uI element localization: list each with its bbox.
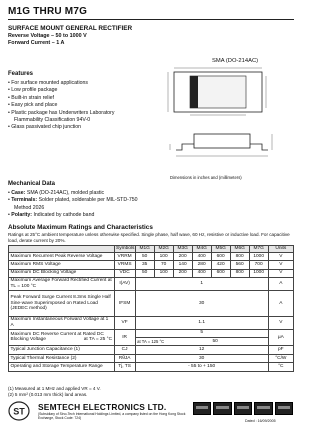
param-cell: Maximum Recurrent Peak Reverse Voltage (9, 252, 115, 260)
product-heading: SURFACE MOUNT GENERAL RECTIFIER (8, 25, 133, 32)
value-cell: 280 (192, 261, 211, 269)
value-cell-merged: 1 (135, 277, 268, 290)
symbol-cell: VRMS (114, 261, 135, 269)
feature-item-continuation: Flammability Classification 94V-0 (14, 117, 91, 124)
value-cell: 700 (249, 261, 268, 269)
feature-item: • Plastic package has Underwriters Laboratory (8, 110, 158, 117)
certification-badge-icon (213, 402, 231, 415)
value-cell: 50 (135, 252, 154, 260)
header-cell: M3G (173, 246, 192, 253)
unit-cell: A (268, 290, 293, 316)
ratings-title: Absolute Maximum Ratings and Characteristics (8, 224, 153, 231)
symbol-cell: IFSM (114, 290, 135, 316)
unit-cell: μA (268, 329, 293, 346)
symbol-cell: VRRM (114, 252, 135, 260)
table-row (9, 346, 294, 354)
company-logo-icon (8, 401, 30, 421)
symbol-cell: RθJA (114, 354, 135, 362)
features-list (8, 80, 158, 132)
feature-item: • Easy pick and place (8, 102, 158, 109)
value-cell: 600 (211, 269, 230, 277)
symbol-cell: CJ (114, 346, 135, 354)
footnotes (8, 386, 101, 397)
value-cell: 1000 (249, 252, 268, 260)
param-cell: Maximum RMS Voltage (9, 261, 115, 269)
mech-case-value: SMA (DO-214AC), molded plastic (26, 190, 105, 196)
company-name: SEMTECH ELECTRONICS LTD. (38, 402, 167, 412)
certification-badge-icon (234, 402, 252, 415)
mech-terminals-value: Solder plated, solderable per MIL-STD-750 (38, 197, 138, 204)
value-cell: 100 (154, 252, 173, 260)
mech-polarity (8, 212, 168, 219)
ratings-note: Ratings at 25°C ambient temperature unless otherwise specified. Single phase, half wave, 60 Hz, resistive or inductive load. For capacitive load, derate current by 20%. (8, 232, 290, 243)
logo-text: ST (13, 406, 25, 417)
title-rule (8, 19, 294, 20)
value-cell-merged: 12 (135, 346, 268, 354)
value-cell: 600 (211, 252, 230, 260)
param-cell (9, 329, 115, 346)
symbol-cell: IR (114, 329, 135, 346)
value-cell: 400 (192, 269, 211, 277)
unit-cell: V (268, 252, 293, 260)
table-row (9, 290, 294, 316)
table-row (9, 269, 294, 277)
dated-label: Dated : 16/09/2005 (245, 419, 276, 423)
value-cell: 50 (135, 269, 154, 277)
header-cell (9, 246, 115, 253)
mech-terminals-label: Terminals: (11, 197, 38, 204)
features-title: Features (8, 71, 34, 77)
value-cell: 800 (230, 269, 249, 277)
unit-cell: °C (268, 363, 293, 371)
header-cell: M5G (211, 246, 230, 253)
table-row (9, 277, 294, 290)
feature-item: • Low profile package (8, 87, 158, 94)
unit-cell: V (268, 269, 293, 277)
value-cell: 420 (211, 261, 230, 269)
value-text: 50 (212, 338, 218, 344)
mech-case-label: Case: (11, 190, 26, 196)
feature-item: • For surface mounted applications (8, 80, 158, 87)
table-row (9, 329, 294, 337)
value-cell-merged: 30 (135, 290, 268, 316)
value-cell-merged (135, 337, 268, 345)
package-caption: Dimensions in inches and (millimeters) (170, 175, 242, 180)
param-cell: Peak Forward Surge Current 8.3ms Single Half Sine-wave Superimposed on Rated Load (JEDEC method) (9, 290, 115, 316)
mech-polarity-value: Indicated by cathode band (33, 212, 95, 219)
param-cell: Maximum Instantaneous Forward Voltage at 1 A (9, 316, 115, 329)
certification-badge-icon (275, 402, 293, 415)
mechanical-list (8, 190, 168, 220)
header-cell: M2G (154, 246, 173, 253)
package-outline-drawing (160, 62, 294, 174)
param-condition: at TA = 125 °C (137, 338, 165, 344)
value-cell: 140 (173, 261, 192, 269)
forward-current-line: Forward Current – 1 A (8, 40, 65, 46)
mech-case (8, 190, 168, 197)
unit-cell: pF (268, 346, 293, 354)
footnote: (2) 5 mm² (0.013 mm thick) land areas. (8, 391, 88, 397)
page-title: M1G THRU M7G (8, 6, 88, 17)
param-cell: Operating and Storage Temperature Range (9, 363, 115, 371)
unit-cell: A (268, 277, 293, 290)
param-cell: Maximum Average Forward Rectified Current at TL = 100 °C (9, 277, 115, 290)
header-cell: M4G (192, 246, 211, 253)
mech-terminals (8, 197, 168, 204)
value-cell: 70 (154, 261, 173, 269)
header-cell: M1G (135, 246, 154, 253)
symbol-cell: Tj, TS (114, 363, 135, 371)
feature-item: • Glass passivated chip junction (8, 124, 158, 131)
param-cell: Maximum DC Blocking Voltage (9, 269, 115, 277)
unit-cell: V (268, 261, 293, 269)
header-cell: M7G (249, 246, 268, 253)
header-cell: M6G (230, 246, 249, 253)
table-row (9, 252, 294, 260)
mech-terminals-cont: Method 2026 (14, 204, 45, 211)
company-subsidiary-note: (Subsidiary of Sino-Tech International Holdings Limited, a company listed on the Hong Kong Stock Exchange, Stock Code: 724) (38, 412, 186, 420)
mechanical-title: Mechanical Data (8, 181, 56, 187)
param-text: Maximum DC Reverse Current at Rated DC Blocking Voltage (10, 331, 104, 343)
table-row (9, 354, 294, 362)
package-label: SMA (DO-214AC) (212, 58, 259, 64)
value-cell: 100 (154, 269, 173, 277)
certification-marks (193, 402, 293, 416)
value-cell: 200 (173, 269, 192, 277)
table-row (9, 316, 294, 329)
param-cell: Typical Thermal Resistance (2) (9, 354, 115, 362)
ratings-table (8, 245, 294, 372)
param-cell: Typical Junction Capacitance (1) (9, 346, 115, 354)
reverse-voltage-line: Reverse Voltage – 50 to 1000 V (8, 33, 87, 39)
value-cell-merged: 30 (135, 354, 268, 362)
unit-cell: °C/W (268, 354, 293, 362)
mech-polarity-label: Polarity: (11, 212, 33, 219)
value-cell: 35 (135, 261, 154, 269)
symbol-cell: VF (114, 316, 135, 329)
certification-badge-icon (254, 402, 272, 415)
footnote: (1) Measured at 1 MHz and applied VR = 4 V. (8, 386, 101, 391)
table-row (9, 363, 294, 371)
unit-cell: V (268, 316, 293, 329)
table-row (9, 261, 294, 269)
header-cell: Units (268, 246, 293, 253)
value-cell: 1000 (249, 269, 268, 277)
header-cell: Symbols (116, 246, 135, 251)
value-cell: 560 (230, 261, 249, 269)
value-cell: 400 (192, 252, 211, 260)
feature-item: • Built-in strain relief (8, 95, 158, 102)
value-cell: 800 (230, 252, 249, 260)
symbol-cell: VDC (114, 269, 135, 277)
value-cell-merged: - 55 to + 150 (135, 363, 268, 371)
symbol-cell: I(AV) (114, 277, 135, 290)
param-condition: at TA = 25 °C (83, 337, 113, 343)
value-cell-merged: 1.1 (135, 316, 268, 329)
certification-badge-icon (193, 402, 211, 415)
table-header-row (9, 246, 294, 253)
value-cell-merged: 5 (135, 329, 268, 337)
value-cell: 200 (173, 252, 192, 260)
